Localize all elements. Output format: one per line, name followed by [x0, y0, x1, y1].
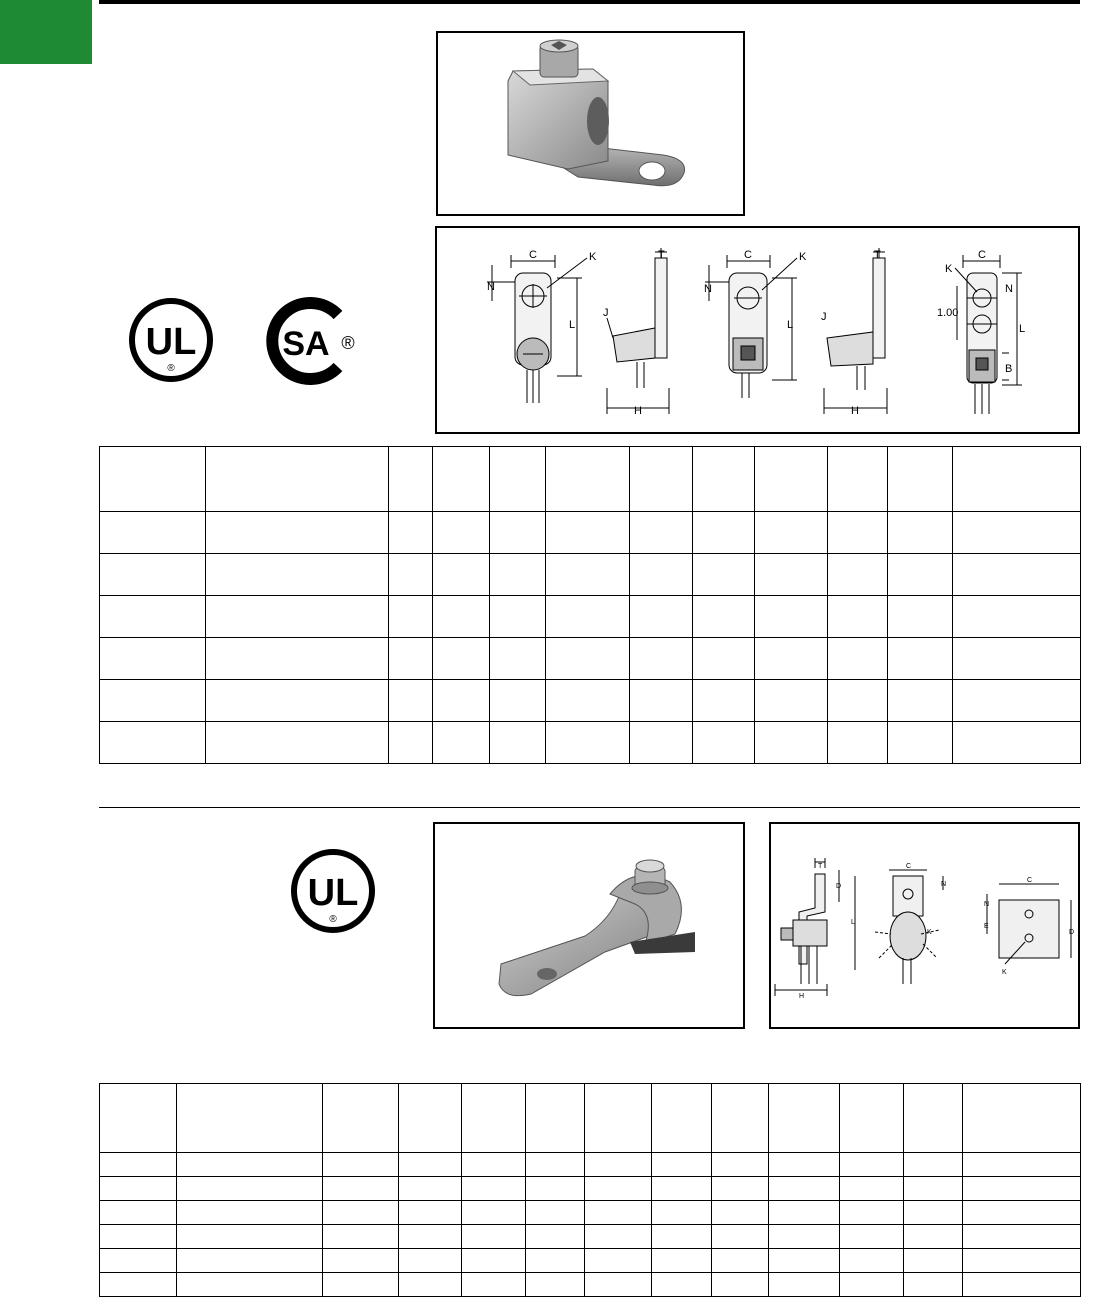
ul-mark-1 [128, 297, 214, 383]
dim-c-1: C [529, 249, 537, 261]
dim2-t: T [818, 863, 823, 870]
dim2-d-2: D [1069, 929, 1075, 936]
section-divider [99, 807, 1080, 808]
dim2-n-1: N [941, 881, 947, 888]
dim2-k-2: K [1002, 969, 1007, 976]
product-photo-2 [433, 822, 745, 1029]
dim-h-2: H [851, 405, 859, 417]
dim-k-3: K [945, 263, 953, 275]
table2-row [100, 1249, 1081, 1273]
table-row [100, 554, 1081, 596]
dim2-l: L [851, 919, 855, 926]
ul-registered: ® [167, 363, 175, 374]
table-row [100, 596, 1081, 638]
dim-c-2: C [744, 249, 752, 261]
table2-row [100, 1177, 1081, 1201]
dim-l-3: L [1019, 323, 1026, 335]
dim-j-2: J [821, 311, 827, 323]
ul-registered-2: ® [329, 914, 337, 925]
dim-j-1: J [603, 307, 609, 319]
dim2-d-1: D [836, 883, 842, 890]
dim2-k-1: K [927, 929, 932, 936]
csa-logo-text: SA [282, 325, 330, 363]
dim-n-2: N [704, 283, 712, 295]
dim-h-1: H [634, 405, 642, 417]
dimension-drawing-1 [435, 226, 1080, 434]
table2-row [100, 1153, 1081, 1177]
table2-row [100, 1201, 1081, 1225]
table-header-row [100, 447, 1081, 512]
csa-mark [266, 297, 362, 385]
spec-table-1 [99, 446, 1081, 764]
dim-l-2: L [787, 319, 794, 331]
dim2-h: H [799, 993, 805, 1000]
product-photo-1 [436, 31, 745, 216]
table2-row [100, 1273, 1081, 1297]
dimension-drawing-2 [769, 822, 1080, 1029]
spec-table-2 [99, 1083, 1081, 1297]
table-row [100, 638, 1081, 680]
table-row [100, 722, 1081, 764]
csa-registered: ® [341, 333, 355, 353]
dim-t-1: T [658, 249, 665, 261]
dim-n-3: N [1005, 283, 1013, 295]
dim-k-1: K [589, 251, 597, 263]
dim-k-2: K [799, 251, 807, 263]
ul-logo-text: UL [145, 321, 197, 363]
table2-header-row [100, 1084, 1081, 1153]
lug-dimension-drawings [437, 228, 1078, 432]
offset-lug-dimension-drawings [771, 824, 1078, 1027]
dim-t-2: T [874, 249, 881, 261]
section-tab [0, 0, 92, 64]
dim-l-1: L [569, 319, 576, 331]
dim2-e: E [984, 923, 989, 930]
table-row [100, 680, 1081, 722]
dim-spacing-3: 1.00 [937, 307, 959, 319]
table2-row [100, 1225, 1081, 1249]
dim-c-3: C [978, 249, 986, 261]
ul-logo-text-2: UL [307, 872, 359, 914]
dim2-c-2: C [1027, 877, 1033, 884]
dim-n-1: N [487, 281, 495, 293]
ul-mark-2 [290, 848, 376, 934]
aluminum-lug-image [438, 33, 743, 214]
dim2-n-2: N [984, 901, 990, 908]
dim2-c-1: C [906, 863, 912, 870]
top-rule [99, 0, 1080, 4]
dim-b-3: B [1005, 363, 1013, 375]
table-row [100, 512, 1081, 554]
offset-lug-image [435, 824, 743, 1027]
